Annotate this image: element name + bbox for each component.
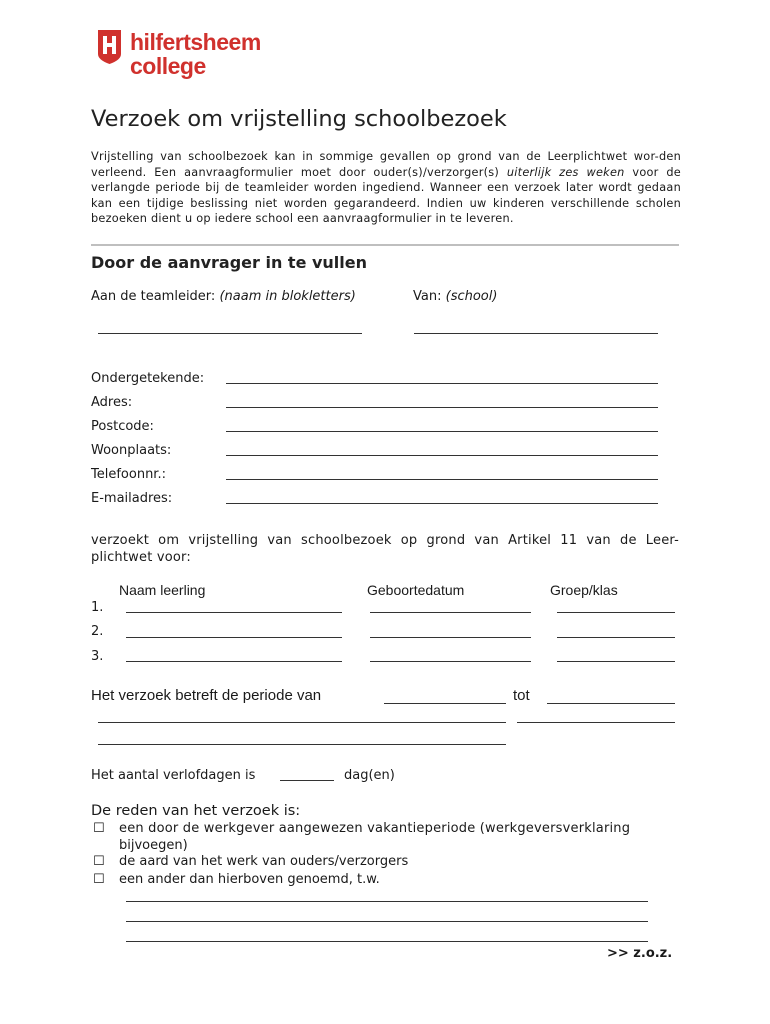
reason-checkbox-2[interactable]: ☐ — [93, 854, 105, 869]
period-extra-line-1b[interactable] — [517, 722, 675, 723]
field-label-telefoon: Telefoonnr.: — [91, 467, 166, 482]
reason-other-line-2[interactable] — [126, 921, 648, 922]
teamleider-label: Aan de teamleider: — [91, 289, 216, 304]
reason-checkbox-1[interactable]: ☐ — [93, 821, 105, 836]
logo-line-1: hilfertsheem — [130, 29, 261, 55]
school-logo-text — [130, 30, 261, 78]
period-extra-line-2[interactable] — [98, 744, 506, 745]
section-title: Door de aanvrager in te vullen — [91, 253, 368, 272]
field-line-adres[interactable] — [226, 407, 658, 408]
row-number-1: 1. — [91, 600, 104, 615]
intro-part-1: Vrijstelling van schoolbezoek kan in sommige gevallen op grond van de Leerplichtwet wor-den verleend. Een aanvraagformulier moet door ouder(s)/verzorger(s) — [91, 150, 681, 179]
field-line-email[interactable] — [226, 503, 658, 504]
reason-other-line-3[interactable] — [126, 941, 648, 942]
row-3-naam-line[interactable] — [126, 661, 342, 662]
field-line-ondergetekende[interactable] — [226, 383, 658, 384]
van-label: Van: — [413, 289, 442, 304]
teamleider-input-line[interactable] — [98, 333, 362, 334]
reason-checkbox-3[interactable]: ☐ — [93, 872, 105, 887]
row-number-2: 2. — [91, 624, 104, 639]
van-hint: (school) — [445, 289, 498, 304]
row-3-geboortedatum-line[interactable] — [370, 661, 531, 662]
row-1-groep-line[interactable] — [557, 612, 675, 613]
intro-emphasis: uiterlijk zes weken — [506, 165, 625, 179]
period-to-line[interactable] — [547, 703, 675, 704]
period-tot-label: tot — [513, 687, 530, 704]
days-label: Het aantal verlofdagen is — [91, 768, 256, 783]
days-input-line[interactable] — [280, 780, 334, 781]
row-2-naam-line[interactable] — [126, 637, 342, 638]
header-geboortedatum: Geboortedatum — [367, 582, 465, 598]
school-input-line[interactable] — [414, 333, 658, 334]
period-extra-line-1a[interactable] — [98, 722, 506, 723]
reason-title: De reden van het verzoek is: — [91, 803, 301, 819]
field-line-woonplaats[interactable] — [226, 455, 658, 456]
period-label: Het verzoek betreft de periode van — [91, 687, 322, 704]
teamleider-hint: (naam in blokletters) — [219, 289, 356, 304]
intro-paragraph — [91, 149, 681, 227]
reason-option-1-line-1: een door de werkgever aangewezen vakantieperiode (werkgeversverklaring — [119, 821, 631, 836]
row-2-geboortedatum-line[interactable] — [370, 637, 531, 638]
reason-option-2: de aard van het werk van ouders/verzorgers — [119, 854, 409, 869]
field-label-woonplaats: Woonplaats: — [91, 443, 172, 458]
field-line-telefoon[interactable] — [226, 479, 658, 480]
request-text: verzoekt om vrijstelling van schoolbezoek op grond van Artikel 11 van de Leer-plichtwet voor: — [91, 533, 679, 565]
period-from-line[interactable] — [384, 703, 506, 704]
field-label-email: E-mailadres: — [91, 491, 173, 506]
teamleider-label-row — [91, 289, 356, 305]
header-naam-leerling: Naam leerling — [119, 582, 206, 598]
field-label-adres: Adres: — [91, 395, 133, 410]
page-title: Verzoek om vrijstelling schoolbezoek — [91, 106, 507, 132]
section-divider — [91, 244, 679, 246]
reason-option-3: een ander dan hierboven genoemd, t.w. — [119, 872, 380, 887]
row-1-naam-line[interactable] — [126, 612, 342, 613]
footer-zoz: >> z.o.z. — [607, 946, 673, 961]
logo-line-2: college — [130, 53, 206, 79]
van-label-row — [413, 289, 497, 305]
reason-option-1-line-2: bijvoegen) — [119, 838, 188, 853]
reason-other-line-1[interactable] — [126, 901, 648, 902]
header-groep-klas: Groep/klas — [550, 582, 618, 598]
days-unit: dag(en) — [344, 768, 395, 783]
intro-part-2: voor de verlangde periode bij de teamleider worden ingediend. Wanneer een verzoek later wordt gedaan kan een tijdige beslissing niet worden gegarandeerd. Indien uw kinderen verschillende scholen bezoeken dient u op iedere school een aanvraagformulier in te leveren. — [91, 165, 681, 226]
row-2-groep-line[interactable] — [557, 637, 675, 638]
field-label-ondergetekende: Ondergetekende: — [91, 371, 205, 386]
field-line-postcode[interactable] — [226, 431, 658, 432]
row-3-groep-line[interactable] — [557, 661, 675, 662]
row-1-geboortedatum-line[interactable] — [370, 612, 531, 613]
field-label-postcode: Postcode: — [91, 419, 154, 434]
school-logo-icon — [96, 30, 123, 64]
row-number-3: 3. — [91, 649, 104, 664]
